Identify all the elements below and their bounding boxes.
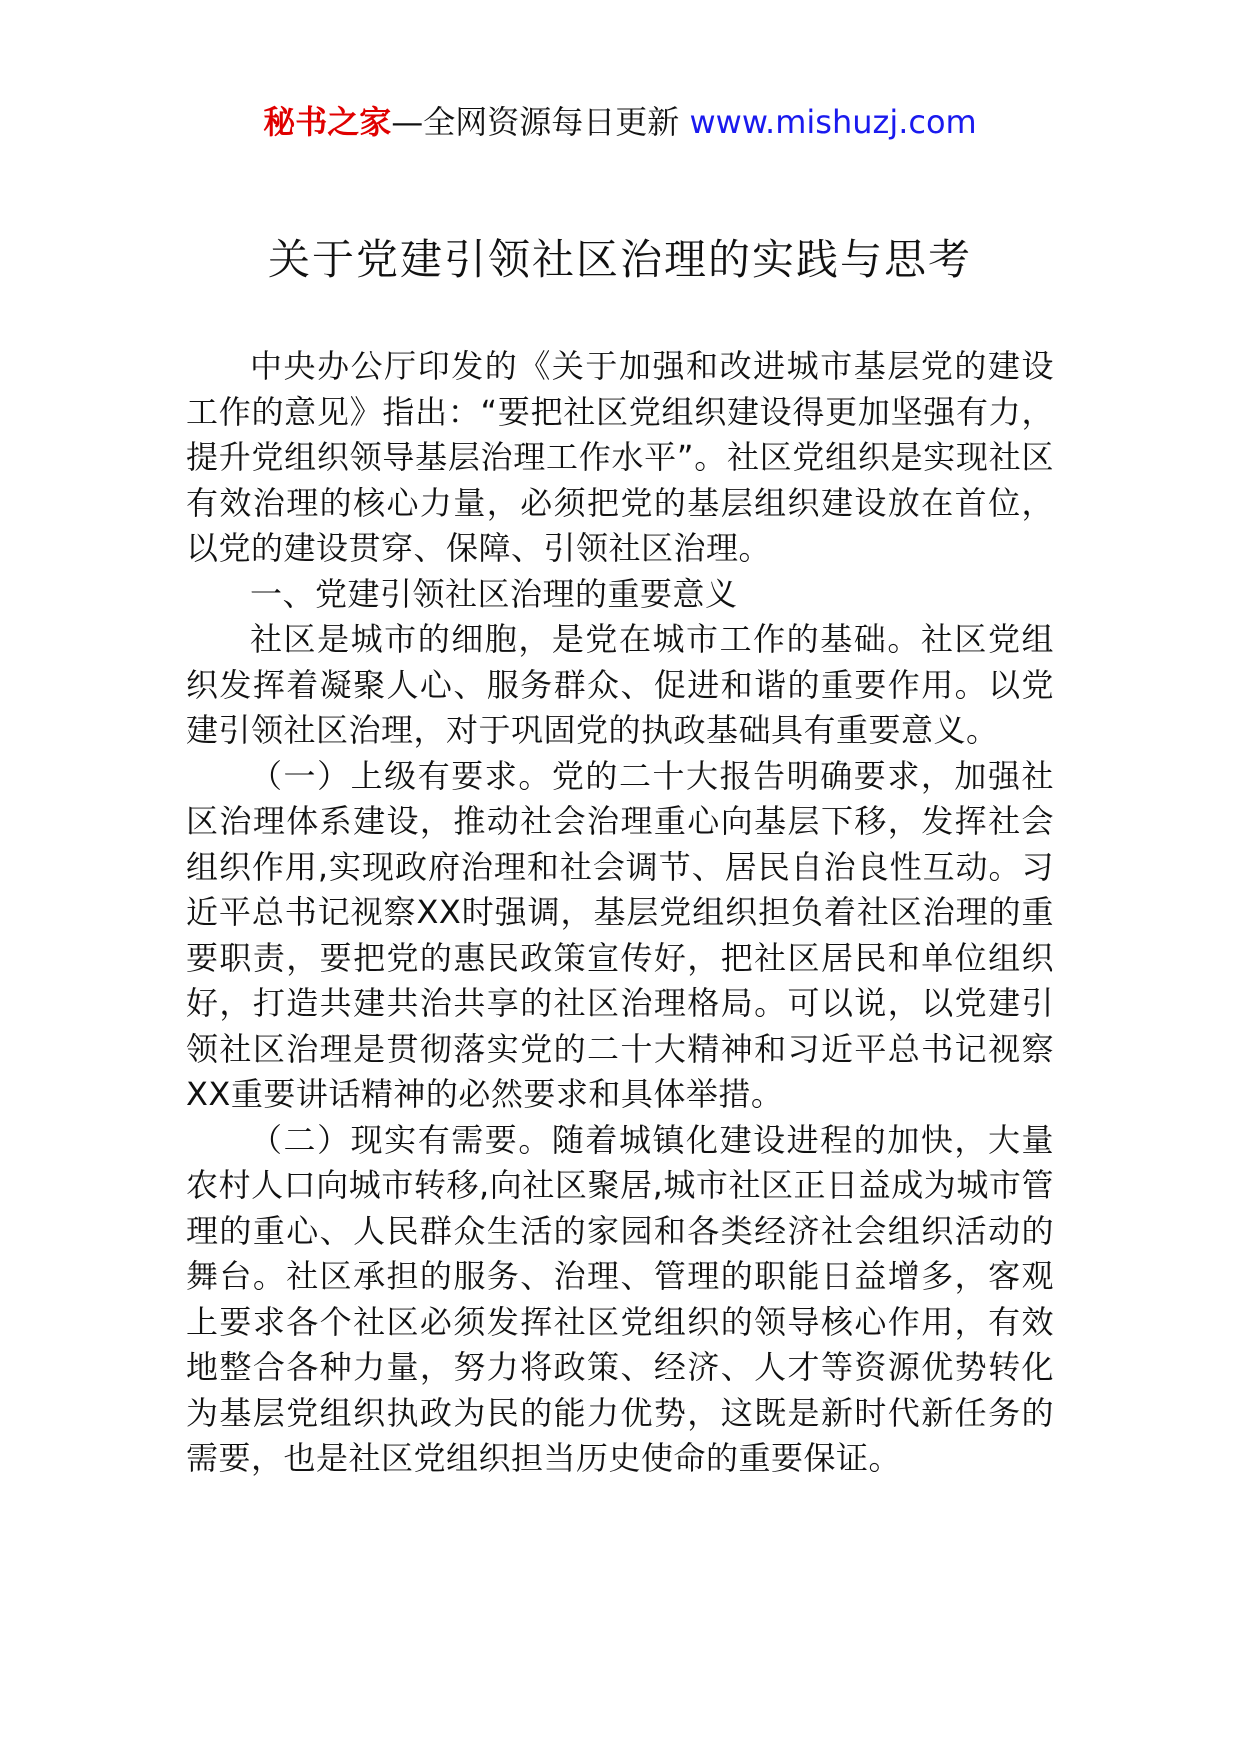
site-url-link[interactable]: www.mishuzj.com	[689, 103, 977, 141]
site-header	[0, 100, 1240, 144]
site-brand: 秘书之家	[263, 103, 392, 141]
paragraph-significance: 社区是城市的细胞，是党在城市工作的基础。社区党组织发挥着凝聚人心、服务群众、促进和谐的重要作用。以党建引领社区治理，对于巩固党的执政基础具有重要意义。	[186, 620, 1054, 749]
section-heading-1: 一、党建引领社区治理的重要意义	[250, 574, 738, 613]
site-tagline: —全网资源每日更新	[391, 103, 680, 141]
paragraph-requirement: （一）上级有要求。党的二十大报告明确要求，加强社区治理体系建设，推动社会治理重心向基层下移，发挥社会组织作用,实现政府治理和社会调节、居民自治良性互动。习近平总书记视察XX时强调，基层党组织担负着社区治理的重要职责，要把党的惠民政策宣传好，把社区居民和单位组织好，打造共建共治共享的社区治理格局。可以说，以党建引领社区治理是贯彻落实党的二十大精神和习近平总书记视察XX重要讲话精神的必然要求和具体举措。	[186, 756, 1054, 1113]
document-body	[186, 344, 1054, 1482]
paragraph-need: （二）现实有需要。随着城镇化建设进程的加快，大量农村人口向城市转移,向社区聚居,城市社区正日益成为城市管理的重心、人民群众生活的家园和各类经济社会组织活动的舞台。社区承担的服务、治理、管理的职能日益增多，客观上要求各个社区必须发挥社区党组织的领导核心作用，有效地整合各种力量，努力将政策、经济、人才等资源优势转化为基层党组织执政为民的能力优势，这既是新时代新任务的需要，也是社区党组织担当历史使命的重要保证。	[186, 1120, 1054, 1477]
document-title: 关于党建引领社区治理的实践与思考	[267, 235, 972, 284]
paragraph-intro: 中央办公厅印发的《关于加强和改进城市基层党的建设工作的意见》指出：“要把社区党组织建设得更加坚强有力，提升党组织领导基层治理工作水平”。社区党组织是实现社区有效治理的核心力量，必须把党的基层组织建设放在首位，以党的建设贯穿、保障、引领社区治理。	[186, 347, 1054, 567]
